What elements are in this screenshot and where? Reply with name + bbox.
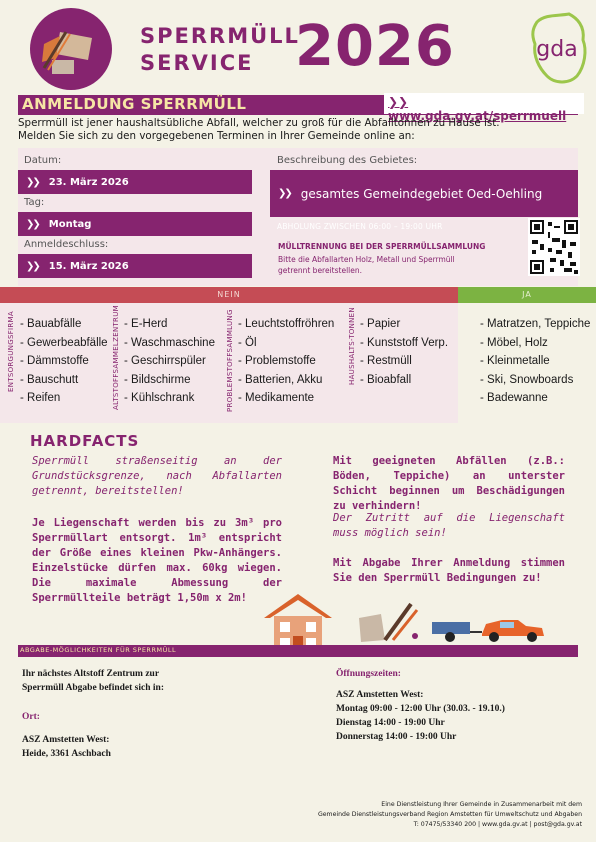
datum-label: Datum:: [24, 155, 62, 166]
muelltrennung-text: Bitte die Abfallarten Holz, Metall und Sperrmüll getrennt bereitstellen.: [278, 255, 455, 275]
ort-label: Ort:: [22, 712, 40, 722]
gebiet-label: Beschreibung des Gebietes:: [277, 155, 418, 166]
sperrmuell-logo-circle: [30, 8, 112, 90]
list-item: - Badewanne: [480, 389, 590, 408]
tag-label: Tag:: [24, 197, 45, 208]
list-item: - Medikamente: [238, 389, 334, 408]
oeffnungszeiten-list: ASZ Amstetten West: Montag 09:00 - 12:00 Uhr (30.03. - 19.10.) Dienstag 14:00 - 19:00 Uhr Donnerstag 14:00 - 19:00 Uhr: [336, 690, 505, 742]
list-entsorgungsfirma: [20, 315, 108, 408]
anmeldeschluss-field: ❯❯ 15. März 2026: [18, 254, 252, 278]
anmeldung-title: ANMELDUNG SPERRMÜLL: [22, 95, 247, 113]
sperrmuell-weblink[interactable]: ❯❯www.gda.gv.at/sperrmuell: [384, 93, 584, 114]
abgabe-intro: Ihr nächstes Altstoff Zentrum zur Sperrmüll Abgabe befindet sich in:: [22, 669, 164, 693]
list-altstoffsammelzentrum: [124, 315, 215, 408]
car-trailer-icon: [430, 614, 548, 644]
list-item: - Kleinmetalle: [480, 352, 590, 371]
title-line1: SPERRMÜLL: [140, 24, 300, 48]
sofa-icon: [30, 8, 112, 90]
list-item: - Geschirrspüler: [124, 352, 215, 371]
double-chevron-icon: ❯❯: [26, 176, 39, 188]
list-item: - Kühlschrank: [124, 389, 215, 408]
list-item: - Problemstoffe: [238, 352, 334, 371]
double-chevron-icon: ❯❯: [26, 260, 39, 272]
tag-field: ❯❯ Montag: [18, 212, 252, 236]
group-label-haushalts-tonnen: HAUSHALTS-TONNEN: [348, 307, 356, 385]
hardfacts-p5: Mit Abgabe Ihrer Anmeldung stimmen Sie den Sperrmüll Bedingungen zu!: [333, 557, 565, 584]
list-item: - Waschmaschine: [124, 334, 215, 353]
ja-header: JA: [458, 287, 596, 303]
list-ja: [480, 315, 590, 408]
group-label-problemstoffsammlung: PROBLEMSTOFFSAMMLUNG: [226, 309, 234, 412]
muelltrennung-title: MÜLLTRENNUNG BEI DER SPERRMÜLLSAMMLUNG: [278, 242, 486, 251]
group-label-entsorgungsfirma: ENTSORGUNGSFIRMA: [7, 311, 15, 392]
list-item: - Bildschirme: [124, 371, 215, 390]
hardfacts-p4: Der Zutritt auf die Liegenschaft muss möglich sein!: [333, 512, 565, 539]
abgabe-title: ABGABE-MÖGLICHKEITEN FÜR SPERRMÜLL: [20, 646, 177, 654]
list-item: - Restmüll: [360, 352, 448, 371]
list-item: - E-Herd: [124, 315, 215, 334]
list-item: - Bioabfall: [360, 371, 448, 390]
datum-field: ❯❯ 23. März 2026: [18, 170, 252, 194]
list-item: - Öl: [238, 334, 334, 353]
double-chevron-icon: ❯❯: [26, 218, 39, 230]
gda-logo-text: gda: [536, 37, 578, 62]
list-item: - Dämmstoffe: [20, 352, 108, 371]
list-item: - Matratzen, Teppiche: [480, 315, 590, 334]
ort-address: ASZ Amstetten West: Heide, 3361 Aschbach: [22, 735, 111, 759]
double-chevron-icon: ❯❯: [388, 95, 409, 109]
list-item: - Bauschutt: [20, 371, 108, 390]
gda-logo: [525, 10, 590, 88]
list-item: - Ski, Snowboards: [480, 371, 590, 390]
hardfacts-p1: Sperrmüll straßenseitig an der Grundstücksgrenze, nach Abfallarten getrennt, bereitstellen!: [32, 455, 282, 497]
sperrmuell-pile-icon: [355, 600, 423, 642]
list-item: - Reifen: [20, 389, 108, 408]
abholung-zeit: ABHOLUNG ZWISCHEN 06:00 – 19:00 UHR: [277, 222, 443, 231]
gebiet-field: ❯❯ gesamtes Gemeindegebiet Oed-Oehling: [270, 170, 578, 217]
double-chevron-icon: ❯❯: [278, 188, 291, 199]
list-item: - Papier: [360, 315, 448, 334]
anmeldeschluss-label: Anmeldeschluss:: [24, 239, 109, 250]
title-line2: SERVICE: [140, 51, 254, 75]
list-haushalts-tonnen: [360, 315, 448, 389]
group-label-altstoffsammelzentrum: ALTSTOFFSAMMELZENTRUM: [112, 305, 120, 410]
nein-header: NEIN: [0, 287, 458, 303]
qr-code[interactable]: [528, 218, 580, 276]
list-item: - Kunststoff Verp.: [360, 334, 448, 353]
list-item: - Bauabfälle: [20, 315, 108, 334]
list-item: - Batterien, Akku: [238, 371, 334, 390]
hardfacts-p2: Je Liegenschaft werden bis zu 3m³ pro Sperrmüllart entsorgt. 1m³ entspricht der Größe eines kleinen Pkw-Anhängers. Einzelstücke dürfen max. 60kg wiegen. Die maximale Abmessung der Sperrmüllteile beträgt 1,50m x 2m!: [32, 517, 282, 604]
oeffnungszeiten-label: Öffnungszeiten:: [336, 669, 401, 679]
title-year: 2026: [295, 14, 455, 79]
hardfacts-title: HARDFACTS: [30, 432, 140, 450]
footer: Eine Dienstleistung Ihrer Gemeinde in Zusammenarbeit mit dem Gemeinde Dienstleistungsverband Region Amstetten für Umweltschutz und Abgaben T: 07475/53340 200 | www.gda.gv.at | post@gda.gv.at: [317, 801, 582, 828]
list-item: - Möbel, Holz: [480, 334, 590, 353]
hardfacts-p3: Mit geeigneten Abfällen (z.B.: Böden, Teppiche) an unterster Schicht beginnen um Beschädigungen zu verhindern!: [333, 455, 565, 512]
list-problemstoffsammlung: [238, 315, 334, 408]
intro-text: Sperrmüll ist jener haushaltsübliche Abfall, welcher zu groß für die Abfalltonnen zu Hause ist. Melden Sie sich zu den vorgegebenen Terminen in Ihrer Gemeinde online an:: [18, 117, 500, 142]
list-item: - Leuchtstoffröhren: [238, 315, 334, 334]
list-item: - Gewerbeabfälle: [20, 334, 108, 353]
